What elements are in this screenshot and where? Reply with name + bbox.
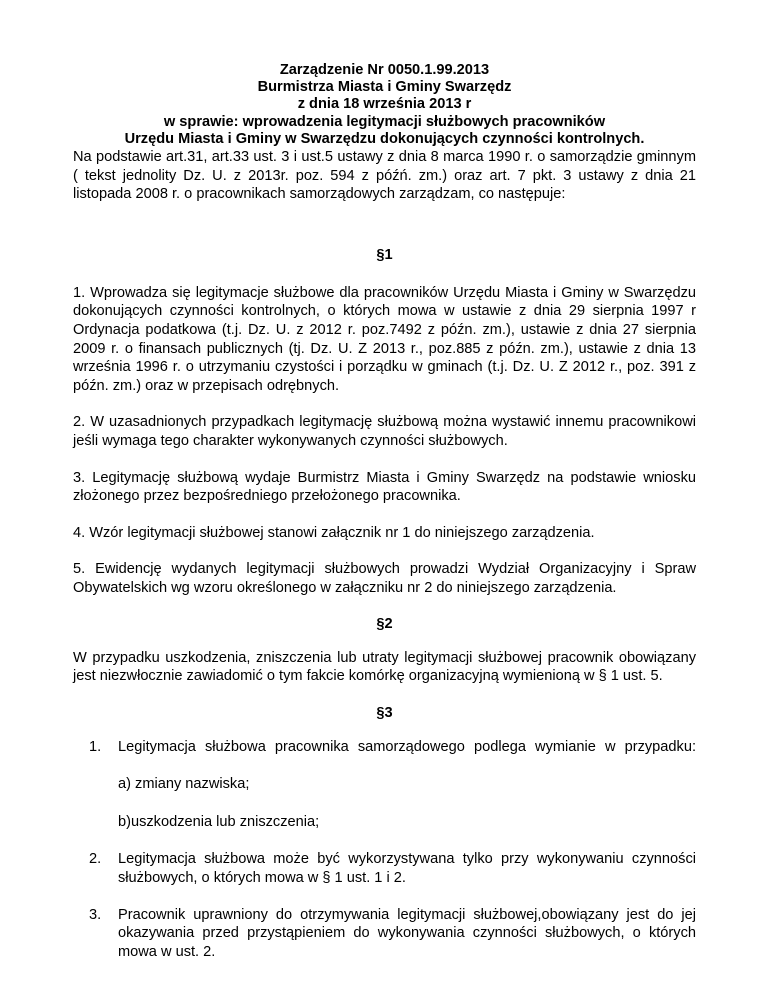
list-item-number: 1. [89, 738, 102, 755]
sub-item-a: a) zmiany nazwiska; [118, 776, 250, 793]
section-1-paragraph-3: 3. Legitymację służbową wydaje Burmistrz Miasta i Gminy Swarzędz na podstawie wniosku złożonego przez bezpośredniego przełożonego pracownika. [73, 469, 696, 505]
section-2-heading: §2 [376, 615, 393, 632]
section-1-paragraph-4: 4. Wzór legitymacji służbowej stanowi załącznik nr 1 do niniejszego zarządzenia. [73, 524, 595, 541]
list-item-text: Legitymacja służbowa może być wykorzystywana tylko przy wykonywaniu czynności służbowych, o których mowa w § 1 ust. 1 i 2. [118, 851, 696, 887]
intro-paragraph: Na podstawie art.31, art.33 ust. 3 i ust.5 ustawy z dnia 8 marca 1990 r. o samorządzie gminnym ( tekst jednolity Dz. U. z 2013r. poz. 594 z późń. zm.) oraz art. 7 pkt. 3 ustawy z dnia 21 listopada 2008 r. o pracownikach samorządowych zarządzam, co następuje: [73, 149, 696, 203]
section-3-list-cont [73, 850, 696, 961]
list-item-text: Pracownik uprawniony do otrzymywania legitymacji służbowej,obowiązany jest do jej okazywania przed przystąpieniem do wykonywania czynności służbowych, o których mowa w ust. 2. [118, 906, 696, 960]
header-issuer: Burmistrza Miasta i Gminy Swarzędz [257, 79, 512, 96]
section-1-paragraph-5: 5. Ewidencję wydanych legitymacji służbowych prowadzi Wydział Organizacyjny i Spraw Obywatelskich wg wzoru określonego w załączniku nr 2 do niniejszego zarządzenia. [73, 561, 696, 596]
list-item-number: 3. [89, 906, 102, 923]
document-header [73, 62, 696, 148]
header-subject-cont: Urzędu Miasta i Gminy w Swarzędzu dokonujących czynności kontrolnych. [124, 130, 645, 147]
list-item [73, 906, 696, 962]
section-3-list [73, 738, 696, 757]
section-1-paragraph-2: 2. W uzasadnionych przypadkach legitymację służbową można wystawić innemu pracownikowi jeśli wymaga tego charakter wykonywanych czynności służbowych. [73, 414, 696, 449]
section-3-heading: §3 [376, 704, 393, 721]
list-item [73, 738, 696, 757]
document-page [73, 62, 696, 961]
list-item [73, 850, 696, 887]
section-2-paragraph: W przypadku uszkodzenia, zniszczenia lub utraty legitymacji służbowej pracownik obowiązany jest niezwłocznie zawiadomić o tym fakcie komórkę organizacyjną wymienioną w § 1 ust. 5. [73, 649, 696, 685]
header-subject: w sprawie: wprowadzenia legitymacji służbowych pracowników [163, 113, 606, 130]
section-1-heading: §1 [376, 246, 393, 263]
list-item-text: Legitymacja służbowa pracownika samorządowego podlega wymianie w przypadku: [118, 738, 696, 755]
header-date: z dnia 18 września 2013 r [297, 96, 472, 113]
list-item-number: 2. [89, 851, 102, 868]
section-1-paragraph-1: 1. Wprowadza się legitymacje służbowe dla pracowników Urzędu Miasta i Gminy w Swarzędzu dokonujących czynności kontrolnych, o których mowa w ustawie z dnia 29 sierpnia 1997 r Ordynacja podatkowa (t.j. Dz. U. z 2012 r. poz.7492 z późn. zm.), ustawie z dnia 27 sierpnia 2009 r. o finansach publicznych (tj. Dz. U. Z 2013 r., poz.885 z późn. zm.), ustawie z dnia 13 września 1996 r. o utrzymaniu czystości i porządku w gminach (t.j. Dz. U. Z 2012 r., poz. 391 z późn. zm.) oraz w przepisach odrębnych. [73, 284, 696, 394]
header-title: Zarządzenie Nr 0050.1.99.2013 [279, 62, 490, 78]
sub-item-b: b)uszkodzenia lub zniszczenia; [118, 813, 320, 830]
